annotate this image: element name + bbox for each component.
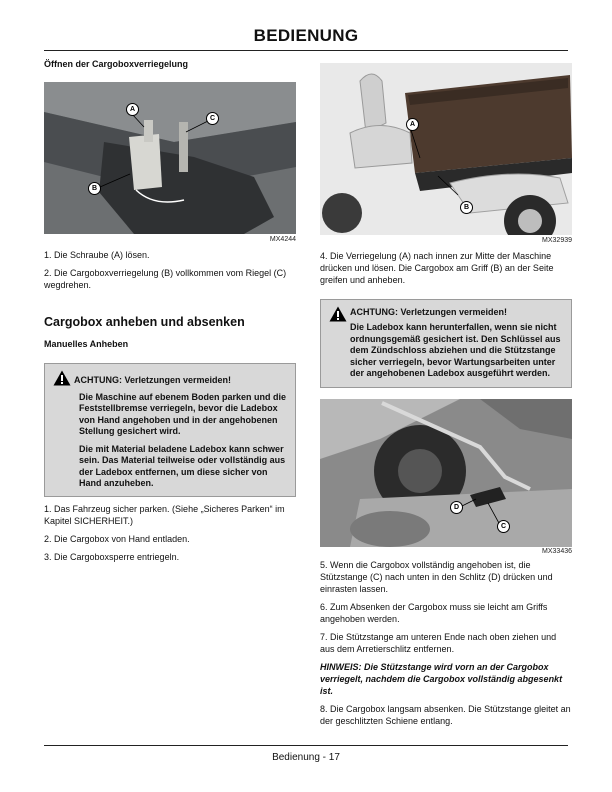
subheading-manual-raise: Manuelles Anheben (44, 339, 129, 349)
step-text: 4. Die Verriegelung (A) nach innen zur Mitte der Maschine drücken und lösen. Die Cargobox am Griff (B) an der Seite greifen und anheben. (320, 251, 554, 285)
step-text: 5. Wenn die Cargobox vollständig angehoben ist, die Stützstange (C) nach unten in den Schlitz (D) drücken und einrasten lassen. (320, 559, 553, 594)
warning-box (44, 363, 296, 497)
header-divider (44, 50, 568, 51)
support-rod-photo-illustration (320, 399, 572, 547)
step-text: 3. Die Cargoboxsperre entriegeln. (44, 551, 180, 562)
callout-c: C (497, 520, 510, 533)
photo-cargobox-latch (44, 82, 296, 234)
left-column (44, 56, 296, 563)
step-text: 2. Die Cargobox von Hand entladen. (44, 533, 190, 544)
warning-paragraph: Die Ladebox kann herunterfallen, wenn sie nicht ordnungsgemäß gesichert ist. Den Schlüssel aus dem Zündschloss abziehen und die Stützstange sicher verriegeln, bevor Wartungsarbeiten unter der angehobenen Ladebox ausgeführt werden. (350, 322, 561, 378)
step-text: 2. Die Cargoboxverriegelung (B) vollkommen vom Riegel (C) wegdrehen. (44, 268, 287, 290)
warning-box (320, 299, 572, 388)
callout-b: B (88, 182, 101, 195)
callout-a: A (126, 103, 139, 116)
photo-support-rod (320, 399, 572, 547)
warning-title: ACHTUNG: Verletzungen vermeiden! (350, 307, 508, 317)
figure-code: MX32939 (542, 237, 572, 244)
step-text: 1. Die Schraube (A) lösen. (44, 250, 150, 260)
figure-code: MX4244 (269, 236, 296, 243)
cargobox-photo-illustration (320, 63, 572, 235)
step-text: 7. Die Stützstange am unteren Ende nach oben ziehen und aus dem Arretierschlitz entfernen. (320, 631, 557, 654)
step-text: 6. Zum Absenken der Cargobox muss sie leicht am Griffs angehoben werden. (320, 601, 548, 624)
callout-c: C (206, 112, 219, 125)
page-title: BEDIENUNG (253, 26, 359, 45)
warning-title: ACHTUNG: Verletzungen vermeiden! (74, 375, 232, 385)
page-number: Bedienung - 17 (272, 752, 340, 763)
figure-code: MX33436 (542, 547, 572, 555)
step-text: 1. Das Fahrzeug sicher parken. (Siehe „Sicheres Parken“ im Kapitel SICHERHEIT.) (44, 503, 285, 526)
section-heading-open-latch: Öffnen der Cargoboxverriegelung (44, 59, 189, 69)
latch-photo-illustration (44, 82, 296, 234)
callout-b: B (460, 201, 473, 214)
callout-a: A (406, 118, 419, 131)
footer-divider (44, 745, 568, 746)
note-text: HINWEIS: Die Stützstange wird vorn an der Cargobox verriegelt, nachdem die Cargobox vollständig abgesenkt ist. (320, 661, 563, 696)
right-column (320, 56, 572, 727)
warning-triangle-icon (329, 306, 347, 322)
callout-d: D (450, 501, 463, 514)
photo-cargobox-raise (320, 63, 572, 235)
step-text: 8. Die Cargobox langsam absenken. Die Stützstange gleitet an der geschlitzten Schiene entlang. (320, 703, 571, 726)
warning-paragraph: Die Maschine auf ebenem Boden parken und die Feststellbremse verriegeln, bevor die Ladebox von Hand angehoben und in der angehobenen Stellung gesichert wird. (79, 391, 287, 436)
warning-triangle-icon (53, 370, 71, 386)
section-heading-raise-lower: Cargobox anheben und absenken (44, 315, 245, 329)
warning-paragraph: Die mit Material beladene Ladebox kann schwer sein. Das Material teilweise oder vollständig aus der Ladebox entfernen, um diese sicher von Hand anzuheben. (79, 443, 286, 488)
